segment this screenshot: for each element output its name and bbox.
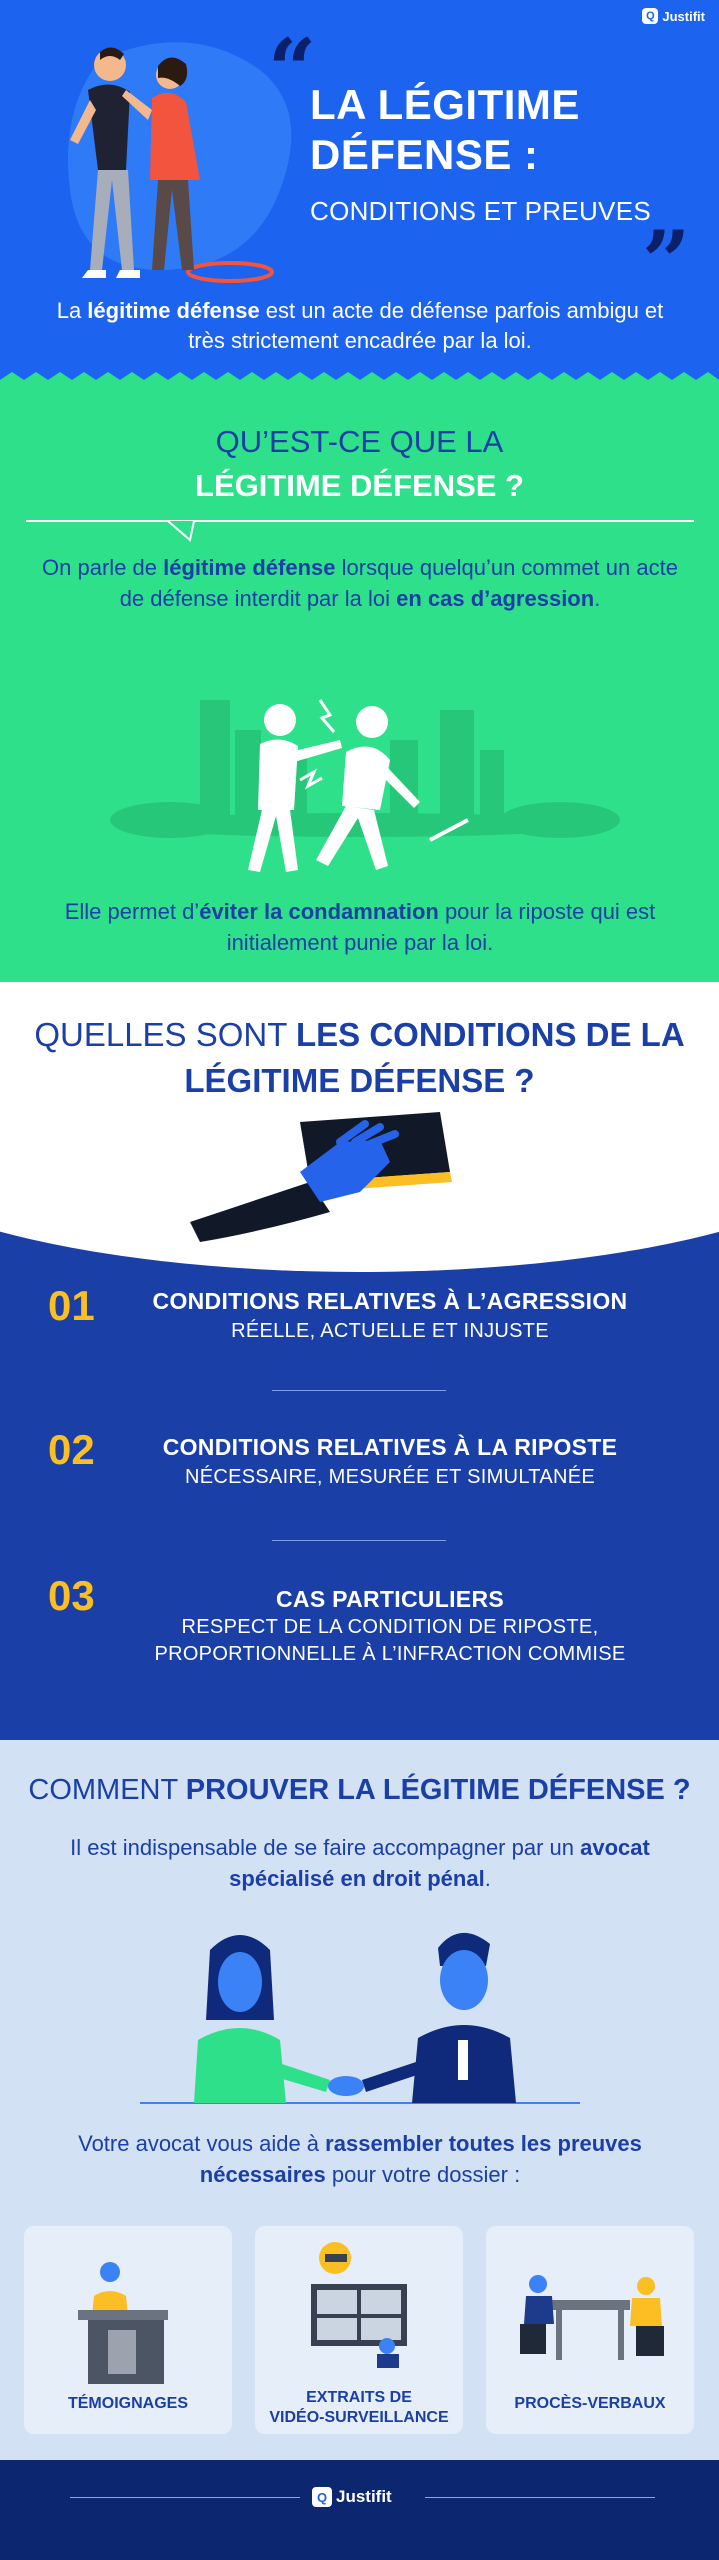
definition-title-line-1: QU’EST-CE QUE LA [215, 424, 504, 459]
text-bold: PROUVER LA LÉGITIME DÉFENSE ? [185, 1774, 691, 1806]
text-part: On parle de [42, 555, 164, 580]
open-quote-icon: “ [268, 20, 317, 119]
text-part: QUELLES SONT [34, 1016, 296, 1053]
conditions-section [0, 992, 719, 1740]
definition-title-line-2: LÉGITIME DÉFENSE ? [195, 468, 524, 503]
footer-line [70, 2497, 300, 2498]
self-defense-illustration [90, 660, 630, 880]
definition-section [0, 380, 719, 992]
speech-bubble-line [26, 520, 694, 522]
evidence-card-cctv [255, 2226, 463, 2434]
evidence-text [40, 2128, 680, 2190]
logo-text: Justifit [336, 2487, 392, 2506]
logo-mark-icon: Q [642, 8, 658, 24]
text-part: pour votre dossier : [325, 2162, 521, 2187]
condition-number: 02 [48, 1426, 95, 1473]
condition-description: RESPECT DE LA CONDITION DE RIPOSTE, PROPORTIONNELLE À L’INFRACTION COMMISE [154, 1616, 626, 1665]
condition-heading: CONDITIONS RELATIVES À L’AGRESSION [152, 1288, 628, 1314]
condition-description: NÉCESSAIRE, MESURÉE ET SIMULTANÉE [185, 1466, 595, 1488]
text-part: Elle permet d’ [64, 899, 200, 924]
divider [272, 1540, 446, 1541]
police-interview-icon [510, 2270, 670, 2380]
evidence-card-reports [486, 2226, 694, 2434]
card-label-line: VIDÉO-SURVEILLANCE [269, 2409, 449, 2426]
page-subtitle: CONDITIONS ET PREUVES [310, 196, 651, 226]
speech-bubble-tail-icon [168, 520, 208, 542]
text-part: . [594, 586, 601, 611]
card-label-line: EXTRAITS DE [306, 2389, 412, 2406]
page-title [310, 80, 580, 180]
intro-bold: légitime défense [87, 298, 260, 323]
text-bold: avocat spécialisé en droit pénal [229, 1835, 650, 1891]
handshake-illustration [140, 1920, 580, 2110]
logo-mark-icon: Q [312, 2487, 332, 2507]
card-label: TÉMOIGNAGES [67, 2395, 188, 2412]
consequence-text [40, 896, 680, 958]
title-line-1: LA LÉGITIME [310, 81, 580, 128]
text-part: pour la riposte qui est initialement punie par la loi. [226, 899, 656, 955]
definition-text [40, 552, 680, 614]
definition-title [0, 420, 719, 508]
condition-heading: CONDITIONS RELATIVES À LA RIPOSTE [162, 1434, 618, 1460]
hand-on-book-icon [190, 1102, 460, 1242]
justifit-logo[interactable] [642, 8, 705, 24]
intro-part: est un acte de défense parfois ambigu et très strictement encadrée par la loi. [188, 298, 664, 353]
card-label [255, 2388, 463, 2428]
card-label: PROCÈS-VERBAUX [514, 2395, 666, 2412]
lawyer-text [40, 1832, 680, 1894]
condition-number: 01 [48, 1282, 95, 1329]
header-section [0, 0, 719, 380]
condition-description: RÉELLE, ACTUELLE ET INJUSTE [231, 1320, 549, 1342]
condition-heading: CAS PARTICULIERS [276, 1586, 504, 1612]
title-line-2: DÉFENSE : [310, 131, 539, 178]
text-part: Votre avocat vous aide à [78, 2131, 326, 2156]
text-part: COMMENT [28, 1774, 186, 1806]
text-bold: en cas d’agression [396, 586, 595, 611]
intro-part: La [56, 298, 88, 323]
text-part: . [484, 1866, 491, 1891]
conditions-title [0, 1012, 719, 1104]
proof-title [0, 1774, 719, 1807]
logo-text: Justifit [662, 8, 705, 24]
text-bold: éviter la condamnation [199, 899, 439, 924]
condition-number: 03 [48, 1572, 95, 1619]
text-bold: légitime défense [163, 555, 336, 580]
footer-logo[interactable] [312, 2487, 392, 2507]
evidence-card-testimonies [24, 2226, 232, 2434]
text-part: lorsque quelqu’un commet un acte de défense interdit par la loi [119, 555, 678, 611]
intro-text [40, 296, 680, 356]
footer [0, 2460, 719, 2560]
cctv-monitor-icon [305, 2236, 415, 2376]
text-bold: LES CONDITIONS DE LA LÉGITIME DÉFENSE ? [184, 1016, 685, 1099]
text-bold: rassembler toutes les preuves nécessaires [199, 2131, 642, 2187]
proof-section [0, 1740, 719, 2460]
text-part: Il est indispensable de se faire accompagner par un [70, 1835, 581, 1860]
divider [272, 1390, 446, 1391]
footer-line [425, 2497, 655, 2498]
close-quote-icon: ” [642, 212, 691, 311]
witness-stand-icon [74, 2256, 184, 2386]
